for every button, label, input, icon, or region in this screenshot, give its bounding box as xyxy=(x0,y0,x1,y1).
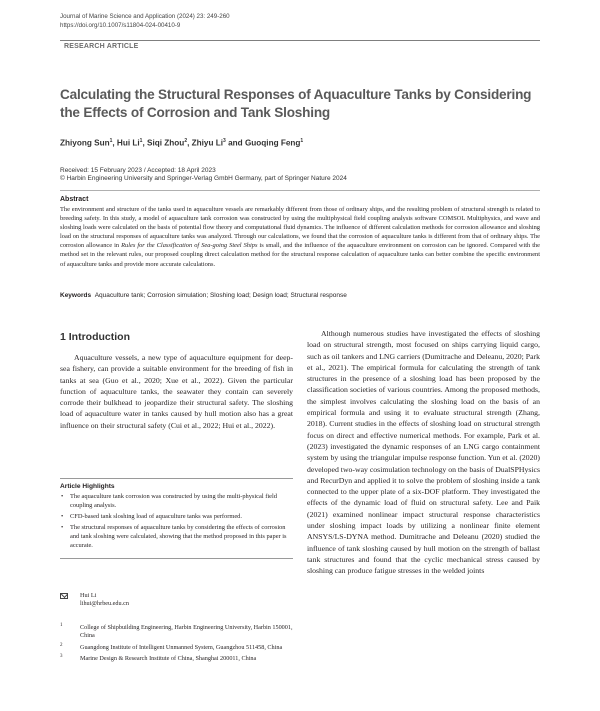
corresponding-author-email[interactable]: lihui@hrbeu.edu.cn xyxy=(80,600,129,608)
copyright-line: © Harbin Engineering University and Springer-Verlag GmbH Germany, part of Springer Nature 2024 xyxy=(60,175,347,182)
article-type-label: RESEARCH ARTICLE xyxy=(64,43,139,50)
envelope-icon xyxy=(60,593,68,599)
article-type-bar xyxy=(60,40,540,54)
received-dates: Received: 15 February 2023 / Accepted: 18 April 2023 xyxy=(60,167,216,174)
corresponding-author-name: Hui Li xyxy=(80,592,97,599)
author-separator: and xyxy=(225,138,245,148)
author-name[interactable]: Guoqing Feng xyxy=(244,138,301,148)
author-affiliation-mark: 2 xyxy=(184,138,188,144)
affiliation-item xyxy=(60,655,293,663)
author-affiliation-mark: 1 xyxy=(300,138,304,144)
author-affiliation-mark: 1 xyxy=(139,138,143,144)
author-separator: , xyxy=(187,138,192,148)
affiliation-number: 2 xyxy=(60,642,63,648)
highlight-item: • The aquaculture tank corrosion was constructed by using the multi-physical field coupling analysis. xyxy=(60,493,293,511)
author-name[interactable]: Zhiyu Li xyxy=(191,138,224,148)
author-separator: , xyxy=(112,138,117,148)
abstract-text-part-2: is small, and the influence of the aquaculture environment on corrosion can be ignored. Compared with the method set in the relevant rules, our proposed coupling direct calculation method for the structural response calculation of aquaculture tanks can better combine the specific environment of aquaculture tanks and provide more accurate calculations. xyxy=(60,242,541,268)
highlights-heading: Article Highlights xyxy=(60,483,115,490)
journal-citation: Journal of Marine Science and Application (2024) 23: 249-260 xyxy=(60,13,230,20)
section-heading-introduction: 1 Introduction xyxy=(60,331,130,343)
abstract-text xyxy=(60,205,540,269)
doi-link[interactable]: https://doi.org/10.1007/s11804-024-00410-9 xyxy=(60,22,181,29)
affiliation-number: 1 xyxy=(60,623,63,628)
affiliation-text: College of Shipbuilding Engineering, Harbin Engineering University, Harbin 150001, China xyxy=(80,624,293,640)
author-separator: , xyxy=(142,138,148,148)
affiliation-number: 3 xyxy=(60,653,63,659)
highlight-item: • CFD-based tank sloshing load of aquaculture tanks was performed. xyxy=(60,513,293,522)
author-list xyxy=(60,138,303,148)
paper-title: Calculating the Structural Responses of Aquaculture Tanks by Considering the Effects of Corrosion and Tank Sloshing xyxy=(60,87,532,120)
intro-paragraph-left: Aquaculture vessels, a new type of aquaculture equipment for deep-sea fishery, can provide a suitable environment for the breeding of fish in tanks at sea (Guo et al., 2020; Xue et al., 2022). Given the particular function of aquaculture tanks, the seawater they contain can severely corrode their bulkhead to jeopardize their structural safety. The sloshing load of aquaculture water in tanks caused by hull motion also has a great influence on their structural safety (Cui et al., 2022; Hui et al., 2022). xyxy=(60,353,293,430)
highlights-list xyxy=(60,493,293,550)
author-name[interactable]: Hui Li xyxy=(116,138,140,148)
affiliation-item xyxy=(60,644,293,652)
author-affiliation-mark: 3 xyxy=(223,138,226,144)
abstract-rules-title: Rules for the Classification of Sea-going Steel Ships xyxy=(121,242,258,250)
author-name[interactable]: Zhiyong Sun xyxy=(60,138,110,148)
intro-paragraph-right: Although numerous studies have investigated the effects of sloshing load on structural strength, most focused on ships carrying liquid cargo, such as oil tankers and LNG carriers (Dumitrache and Deleanu, 2020; Park et al., 2021). The empirical formula for calculating the strength of tank structures in the presence of a sloshing load has been proposed by the classification societies of various countries. Among the proposed methods, the simplest involves calculating the sloshing load on the basis of an empirical formula and using it to evaluate structural strength (Zhang, 2018). Current studies in the effects of sloshing load on structural strength focus on direct and effective numerical methods. For example, Park et al. (2023) investigated the dynamic responses of an LNG cargo containment system by using the triangular impulse response function. Yun et al. (2020) developed two-way cosimulation technology on the basis of DualSPHysics and RecurDyn and applied it to solve the problem of sloshing inside a tank connected to the upper plate of a six-DOF platform. They investigated the effects of the dynamic load of fluid on structural safety. Lee and Paik (2021) examined nonlinear impact structural response characteristics under sloshing impact loads by utilizing a nonlinear finite element ANSYS/LS-DYNA method. Dumitrache and Deleanu (2020) studied the influence of tank sloshing caused by hull motion on the strength of ballast tank structures and found that the cyclic mechanical stress caused by sloshing can produce fatigue stresses in the welded joints xyxy=(307,329,540,576)
abstract-divider xyxy=(60,190,540,191)
author-affiliation-mark: 1 xyxy=(109,138,113,144)
keywords-list: Aquaculture tank; Corrosion simulation; Sloshing load; Design load; Structural response xyxy=(94,292,347,299)
keywords-label: Keywords xyxy=(60,292,92,299)
affiliation-text: Marine Design & Research Institute of China, Shanghai 200011, China xyxy=(80,654,257,662)
affiliation-item xyxy=(60,624,293,641)
correspondence xyxy=(60,592,293,609)
abstract-heading: Abstract xyxy=(60,196,89,203)
author-name[interactable]: Siqi Zhou xyxy=(147,138,185,148)
keywords xyxy=(60,292,540,299)
highlight-item: • The structural responses of aquaculture tanks by considering the effects of corrosion and tank sloshing were calculated, showing that the method proposed in this paper is accurate. xyxy=(60,524,293,551)
abstract-text-part-1: The environment and structure of the tanks used in aquaculture vessels are remarkably different from those of ordinary ships, and the resulting problem of structural strength is related to breeding safety. In this study, a model of aquaculture tank corrosion was constructed by using the multiphysical field coupling analysis software COMSOL Multiphysics, and wave and sloshing loads were calculated on the basis of potential flow theory and computational fluid dynamics. The influence of different calculation methods for corrosion allowance and sloshing load on the structural responses of aquaculture tanks was analyzed. Through our calculations, we found that the corrosion of aquaculture tanks is different from that of ordinary ships. The corrosion allowance in xyxy=(60,206,540,250)
affiliation-text: Guangdong Institute of Intelligent Unmanned System, Guangzhou 511458, China xyxy=(80,643,283,651)
article-highlights-box xyxy=(60,478,293,559)
affiliations xyxy=(60,624,293,666)
